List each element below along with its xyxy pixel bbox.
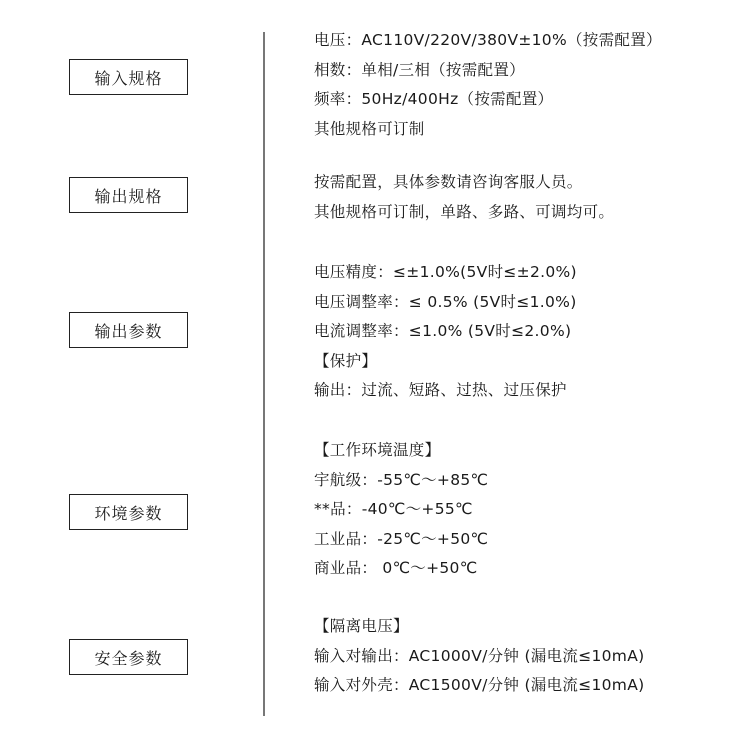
output-spec-line: 按需配置，具体参数请咨询客服人员。 [314, 173, 583, 191]
block-output-spec [314, 168, 614, 227]
block-output-params [314, 258, 577, 406]
input-spec-line: 相数：单相/三相（按需配置） [314, 60, 525, 79]
safety-params-line: 输入对外壳：AC1500V/分钟 (漏电流≤10mA) [314, 676, 645, 694]
input-spec-line: 频率：50Hz/400Hz（按需配置） [314, 90, 554, 108]
environment-params-line: 宇航级：-55℃～+85℃ [314, 470, 489, 489]
environment-params-line: 工业品：-25℃～+50℃ [314, 529, 489, 548]
label-environment-params: 环境参数 [69, 494, 188, 530]
output-params-line: 电流调整率：≤1.0% (5V时≤2.0%) [314, 322, 572, 340]
block-safety-params [314, 612, 644, 701]
block-environment-params [314, 436, 488, 584]
output-params-line: 电压精度：≤±1.0%(5V时≤±2.0%) [314, 263, 577, 281]
output-params-line: 电压调整率：≤ 0.5% (5V时≤1.0%) [314, 292, 577, 311]
input-spec-line: 其他规格可订制 [314, 119, 425, 138]
vertical-divider [263, 32, 265, 716]
label-output-params: 输出参数 [69, 312, 188, 348]
environment-params-line: **品：-40℃～+55℃ [314, 500, 473, 518]
safety-params-line: 【隔离电压】 [314, 617, 409, 635]
output-spec-line: 其他规格可订制，单路、多路、可调均可。 [314, 202, 615, 221]
environment-params-line: 【工作环境温度】 [314, 441, 441, 459]
safety-params-line: 输入对输出：AC1000V/分钟 (漏电流≤10mA) [314, 646, 645, 665]
environment-params-line: 商业品： 0℃～+50℃ [314, 559, 478, 577]
label-input-spec: 输入规格 [69, 59, 188, 95]
output-params-line: 输出：过流、短路、过热、过压保护 [314, 381, 567, 399]
label-output-spec: 输出规格 [69, 177, 188, 213]
output-params-line: 【保护】 [314, 351, 378, 370]
input-spec-line: 电压：AC110V/220V/380V±10%（按需配置） [314, 31, 662, 49]
label-safety-params: 安全参数 [69, 639, 188, 675]
block-input-spec [314, 26, 662, 144]
